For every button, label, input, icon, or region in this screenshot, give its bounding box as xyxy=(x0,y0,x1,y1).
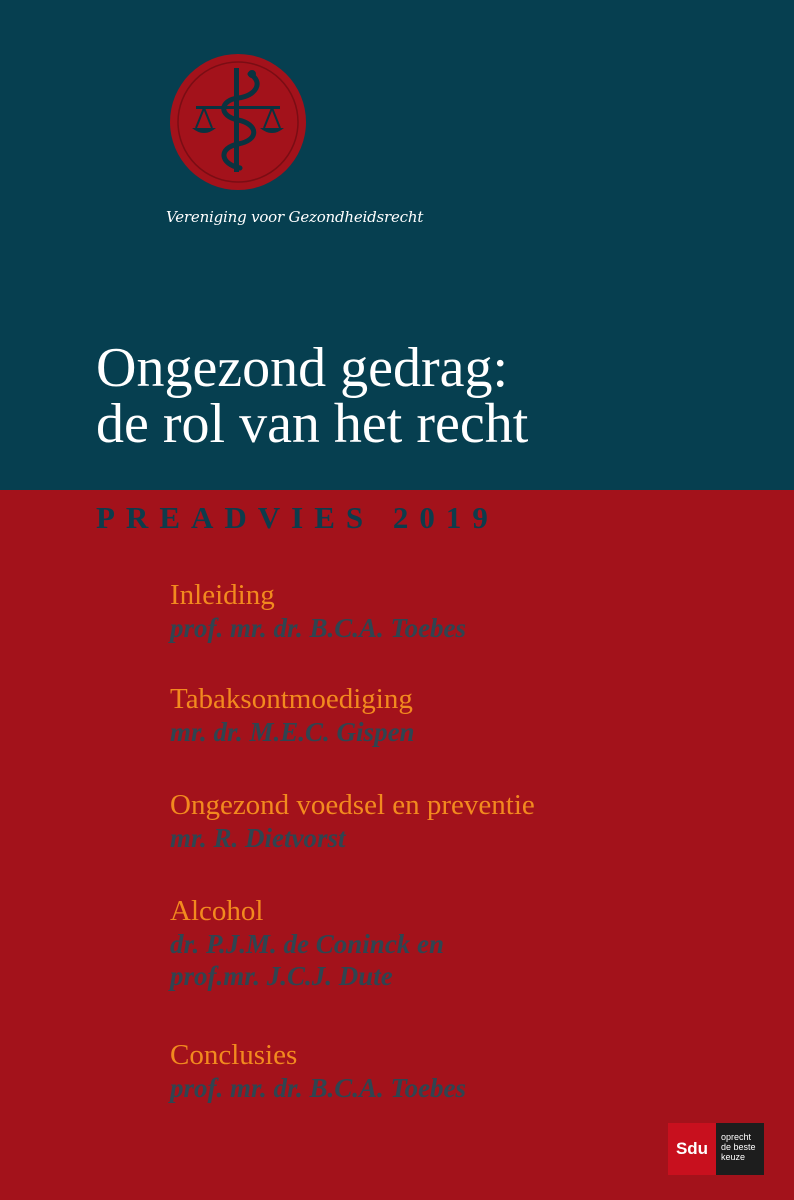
contents-entry xyxy=(170,788,535,854)
scales-serpent-emblem-icon xyxy=(168,52,308,192)
book-title-line-1: Ongezond gedrag: xyxy=(96,337,509,399)
publisher-tagline-line: oprecht xyxy=(721,1132,752,1142)
book-title xyxy=(96,337,776,455)
book-title-line-2: de rol van het recht xyxy=(96,393,529,455)
publisher-tagline-line: de beste xyxy=(721,1142,756,1152)
contents-entry-title: Inleiding xyxy=(170,579,275,611)
contents-entry-author: mr. R. Dietvorst xyxy=(170,823,346,853)
publisher-logo xyxy=(668,1123,764,1175)
series-label: PREADVIES 2019 xyxy=(96,500,499,535)
publisher-tagline-line: keuze xyxy=(721,1152,746,1162)
contents-entry-author: mr. dr. M.E.C. Gispen xyxy=(170,717,415,747)
organization-name: Vereniging voor Gezondheidsrecht xyxy=(166,208,424,226)
publisher-mark: Sdu xyxy=(668,1123,716,1175)
contents-entry-title: Tabaksontmoediging xyxy=(170,683,413,715)
contents-entry xyxy=(170,1038,466,1104)
contents-entry-title: Conclusies xyxy=(170,1039,298,1071)
contents-entry-author: prof. mr. dr. B.C.A. Toebes xyxy=(170,1073,467,1103)
contents-entry-author: prof.mr. J.C.J. Dute xyxy=(170,961,393,991)
contents-entry-author: dr. P.J.M. de Coninck en xyxy=(170,929,445,959)
contents-entry xyxy=(170,894,444,992)
publisher-tagline xyxy=(716,1123,764,1175)
contents-entry xyxy=(170,682,415,748)
contents-entry-title: Alcohol xyxy=(170,895,264,927)
contents-entry-author: prof. mr. dr. B.C.A. Toebes xyxy=(170,613,467,643)
contents-entry-title: Ongezond voedsel en preventie xyxy=(170,789,535,821)
contents-entry xyxy=(170,578,466,644)
